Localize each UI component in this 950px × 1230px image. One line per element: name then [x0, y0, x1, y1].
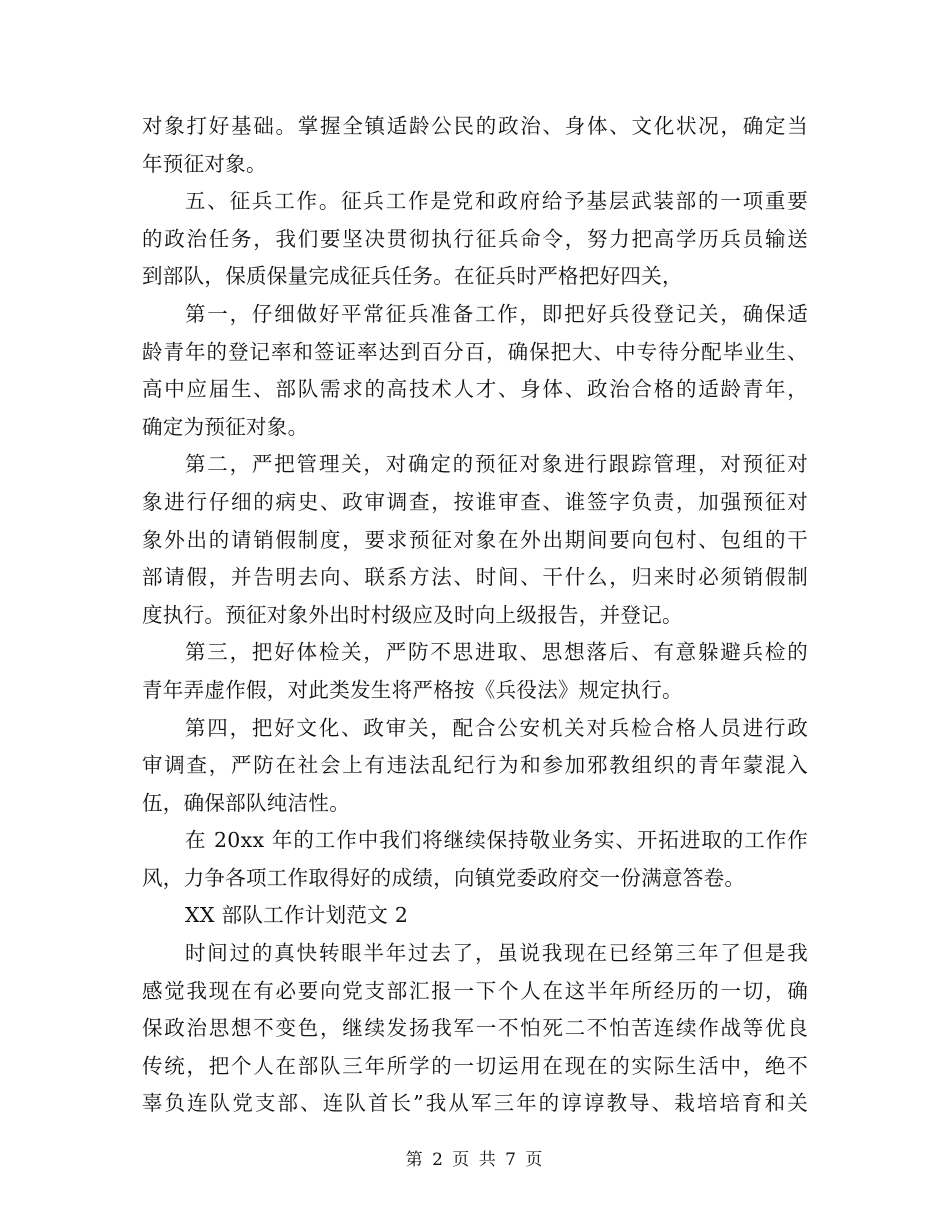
- text-line: 第一，仔细做好平常征兵准备工作，即把好兵役登记关，确保适: [185, 301, 808, 326]
- text-line: 部请假，并告明去向、联系方法、时间、干什么，归来时必须销假制: [142, 565, 808, 590]
- text-line: 的政治任务，我们要坚决贯彻执行征兵命令，努力把高学历兵员输送: [142, 226, 808, 251]
- text-line: 高中应届生、部队需求的高技术人才、身体、政治合格的适龄青年，: [142, 377, 808, 402]
- text-line: 象进行仔细的病史、政审调查，按谁审查、谁签字负责，加强预征对: [142, 489, 808, 514]
- text-line: 第二，严把管理关，对确定的预征对象进行跟踪管理，对预征对: [185, 452, 808, 477]
- text-line: 象外出的请销假制度，要求预征对象在外出期间要向包村、包组的干: [142, 527, 808, 552]
- text-line: 对象打好基础。掌握全镇适龄公民的政治、身体、文化状况，确定当: [142, 114, 808, 138]
- text-line: 度执行。预征对象外出时村级应及时向上级报告，并登记。: [142, 602, 683, 627]
- text-line: 时间过的真快转眼半年过去了，虽说我现在已经第三年了但是我: [185, 941, 808, 966]
- text-line: XX 部队工作计划范文 2: [185, 903, 409, 928]
- text-line: 第四，把好文化、政审关，配合公安机关对兵检合格人员进行政: [185, 715, 808, 740]
- page-footer: 第 2 页 共 7 页: [405, 1150, 545, 1170]
- text-line: 龄青年的登记率和签证率达到百分百，确保把大、中专待分配毕业生、: [142, 339, 808, 364]
- text-line: 第三，把好体检关，严防不思进取、思想落后、有意躲避兵检的: [185, 640, 808, 665]
- text-line: 感觉我现在有必要向党支部汇报一下个人在这半年所经历的一切，确: [142, 978, 808, 1003]
- text-line: 传统，把个人在部队三年所学的一切运用在现在的实际生活中，绝不: [142, 1053, 808, 1078]
- text-line: 确定为预征对象。: [142, 414, 309, 439]
- text-line: 审调查，严防在社会上有违法乱纪行为和参加邪教组织的青年蒙混入: [142, 753, 808, 778]
- text-line: 风，力争各项工作取得好的成绩，向镇党委政府交一份满意答卷。: [142, 865, 746, 890]
- text-line: 到部队，保质保量完成征兵任务。在征兵时严格把好四关，: [142, 264, 683, 289]
- text-line: 青年弄虚作假，对此类发生将严格按《兵役法》规定执行。: [142, 677, 683, 702]
- text-line: 保政治思想不变色，继续发扬我军一不怕死二不怕苦连续作战等优良: [142, 1016, 808, 1041]
- text-line: 辜负连队党支部、连队首长”我从军三年的谆谆教导、栽培培育和关: [142, 1091, 808, 1116]
- document-body: [142, 108, 808, 1123]
- text-line: 伍，确保部队纯洁性。: [142, 790, 350, 815]
- text-line: 年预征对象。: [142, 151, 267, 176]
- text-line: 五、征兵工作。征兵工作是党和政府给予基层武装部的一项重要: [185, 189, 808, 214]
- text-line: 在 20xx 年的工作中我们将继续保持敬业务实、开拓进取的工作作: [185, 828, 808, 853]
